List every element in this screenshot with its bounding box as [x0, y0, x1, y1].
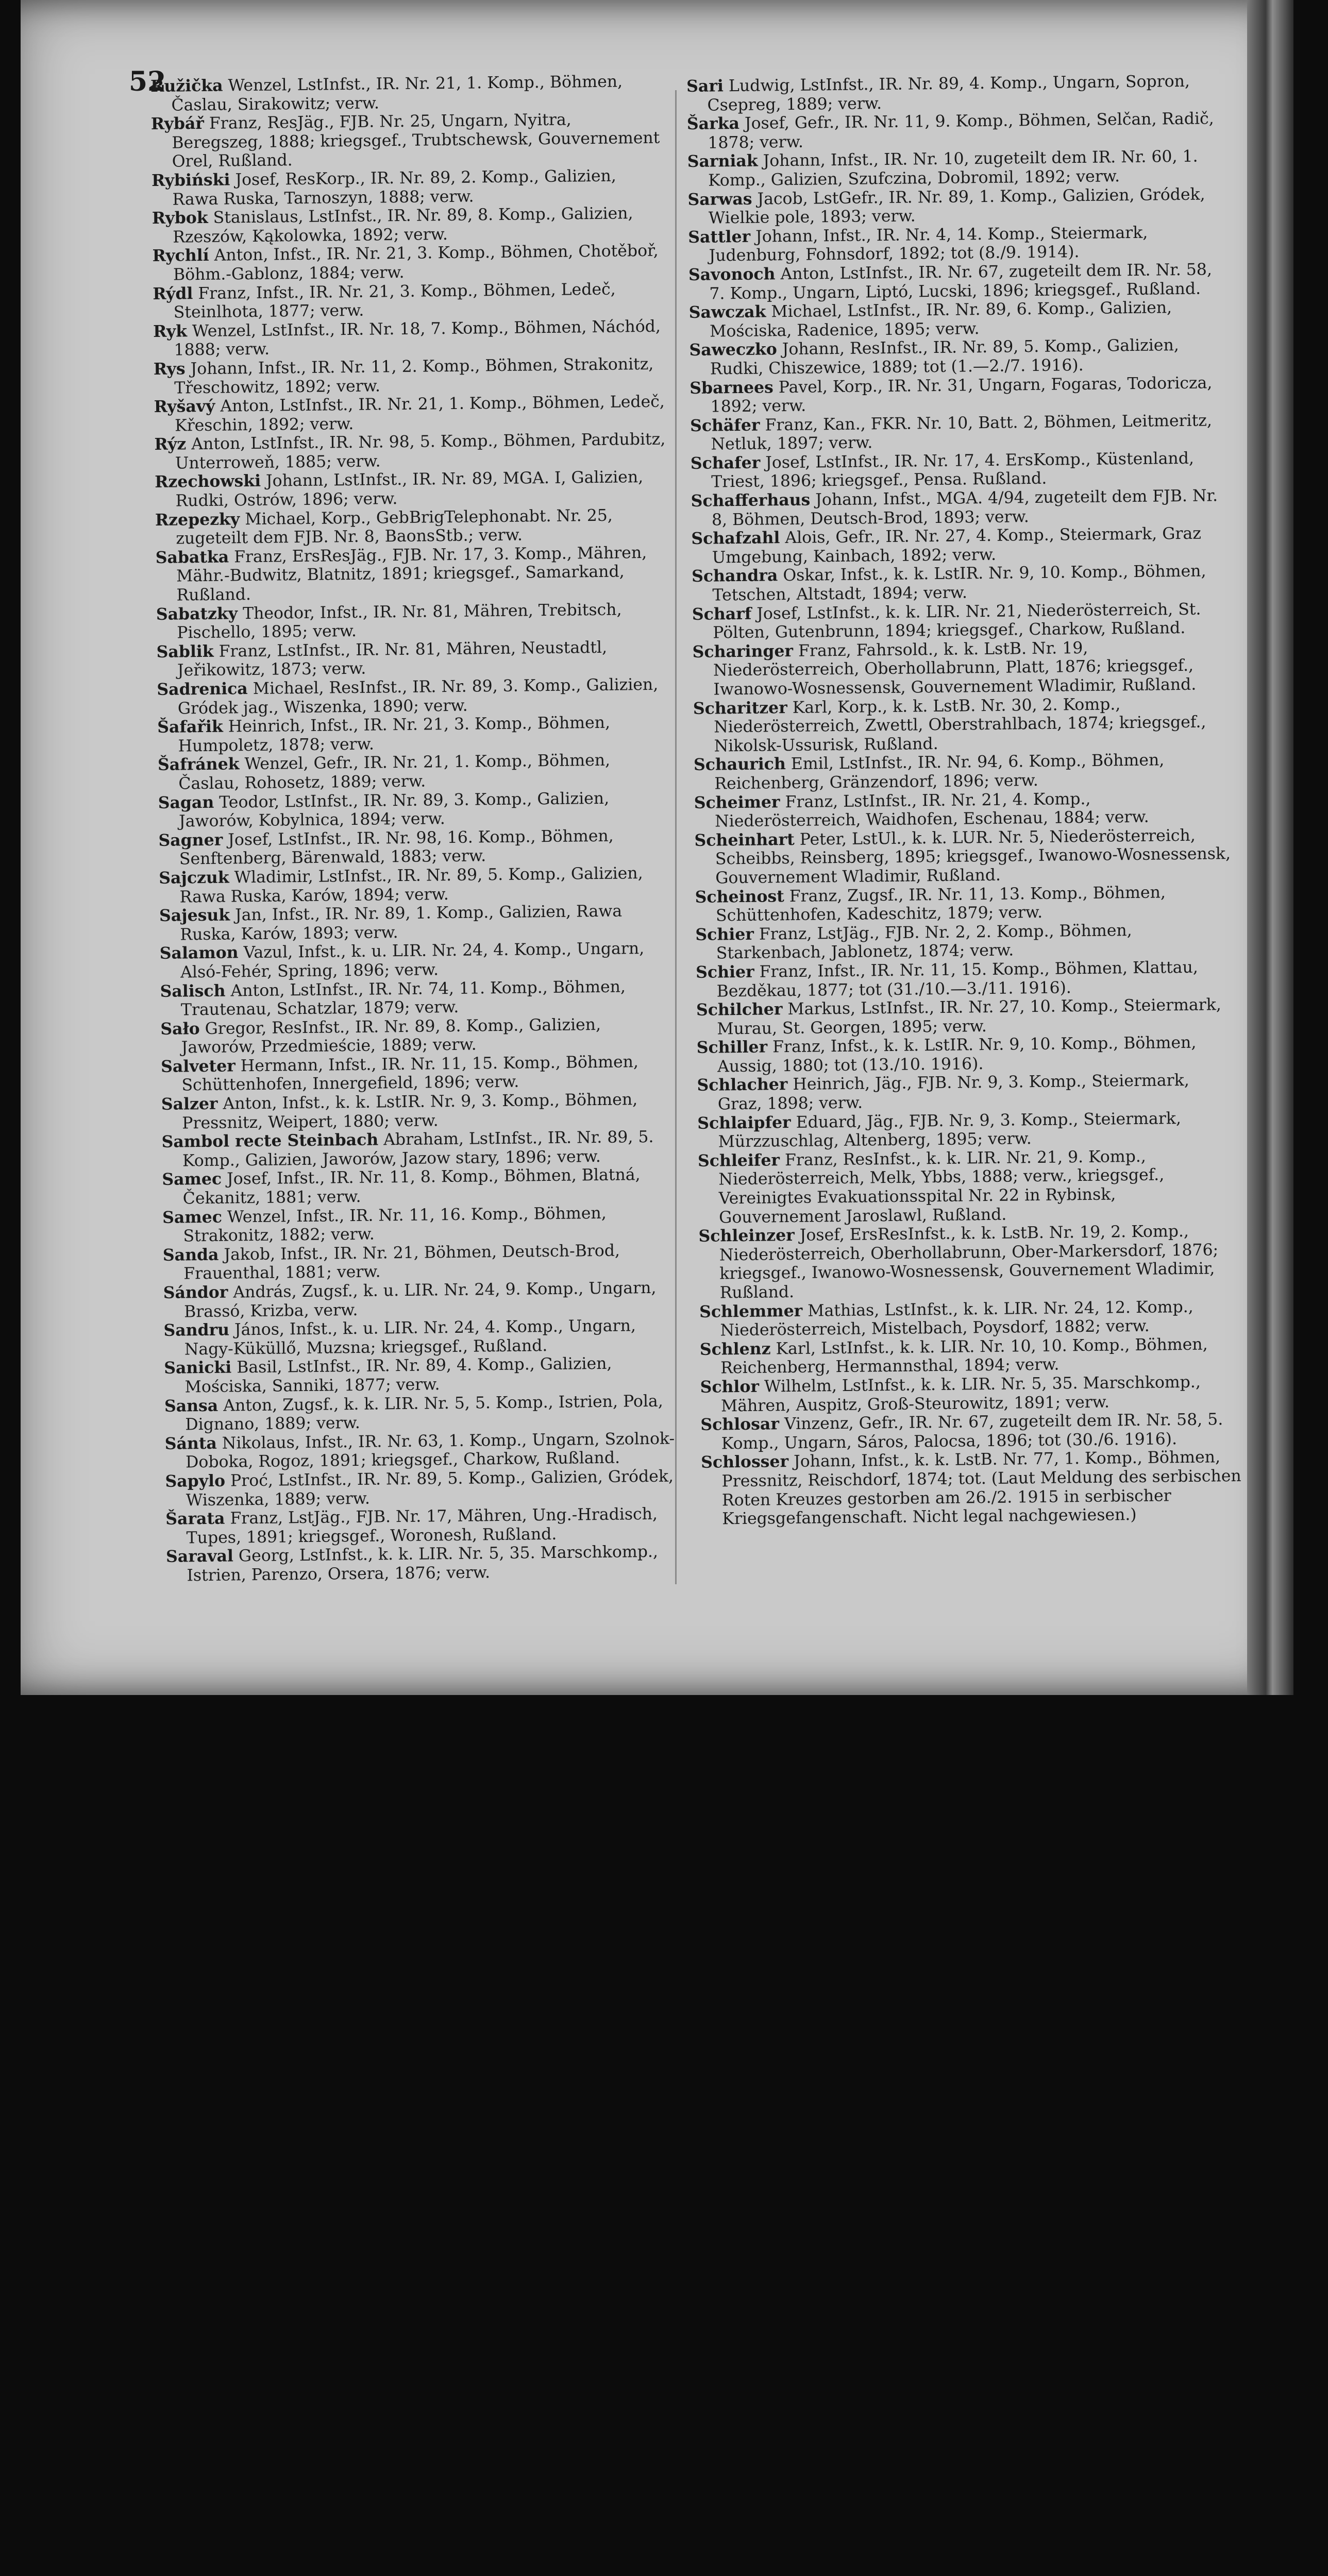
entry-details: Johann, Infst., IR. Nr. 10, zugeteilt dem IR. Nr. 60, 1. Komp., Galizien, Szufczina, Dobromil, 1892; verw.: [708, 147, 1198, 190]
register-entry: [692, 562, 1233, 605]
entry-surname: Ryšavý: [154, 396, 215, 417]
entry-details: Wenzel, Gefr., IR. Nr. 21, 1. Komp., Böhmen, Časlau, Rohosetz, 1889; verw.: [178, 751, 611, 793]
register-entry: [697, 1109, 1239, 1152]
entry-surname: Sattler: [688, 227, 751, 247]
entry-details: Eduard, Jäg., FJB. Nr. 9, 3. Komp., Steiermark, Mürzzuschlag, Altenberg, 1895; verw.: [718, 1109, 1182, 1151]
register-entry: [164, 1392, 680, 1435]
entry-surname: Saraval: [165, 1546, 234, 1567]
entry-surname: Scharf: [692, 604, 752, 624]
entry-details: Anton, Zugsf., k. k. LIR. Nr. 5, 5. Komp., Istrien, Pola, Dignano, 1889; verw.: [185, 1392, 663, 1434]
entry-surname: Schilcher: [696, 999, 783, 1020]
entry-surname: Ryk: [153, 321, 188, 341]
entry-details: Johann, Infst., IR. Nr. 11, 2. Komp., Böhmen, Strakonitz, Třeschowitz, 1892; verw.: [174, 354, 654, 398]
register-entry: [153, 317, 669, 360]
entry-surname: Salzer: [161, 1094, 218, 1114]
entry-details: Johann, Infst., MGA. 4/94, zugeteilt dem FJB. Nr. 8, Böhmen, Deutsch-Brod, 1893; verw.: [711, 486, 1218, 530]
entry-details: Franz, Zugsf., IR. Nr. 11, 13. Komp., Böhmen, Schüttenhofen, Kadeschitz, 1879; verw.: [715, 883, 1166, 925]
entry-surname: Rýz: [154, 434, 187, 454]
entry-details: Josef, LstInfst., IR. Nr. 17, 4. ErsKomp., Küstenland, Triest, 1896; kriegsgef., Pensa. Rußland.: [711, 449, 1195, 492]
entry-surname: Schlosser: [700, 1452, 789, 1472]
entry-surname: Sapylo: [165, 1471, 226, 1491]
entry-surname: Rybář: [150, 114, 205, 134]
register-entry: [151, 110, 667, 172]
entry-surname: Schlosar: [700, 1414, 780, 1435]
entry-surname: Sarwas: [687, 189, 752, 209]
register-entry: [152, 166, 667, 209]
register-entry: [163, 1316, 679, 1360]
entry-surname: Schleifer: [697, 1150, 780, 1171]
register-entry: [160, 977, 676, 1020]
register-entry: [694, 750, 1235, 793]
register-entry: [697, 1033, 1238, 1076]
register-entry: [164, 1354, 680, 1397]
register-entry: [160, 939, 676, 982]
register-entry: [161, 1128, 677, 1171]
register-entry: [155, 468, 670, 511]
register-entry: [692, 637, 1234, 700]
entry-details: Wladimir, LstInfst., IR. Nr. 89, 5. Komp., Galizien, Rawa Ruska, Karów, 1894; verw.: [179, 864, 643, 907]
entry-details: Nikolaus, Infst., IR. Nr. 63, 1. Komp., Ungarn, Szolnok-Doboka, Rogoz, 1891; kriegsgef., Charkow, Rußland.: [185, 1429, 675, 1472]
entry-surname: Schafer: [690, 453, 761, 473]
entry-details: Josef, Infst., IR. Nr. 11, 8. Komp., Böhmen, Blatná, Čekanitz, 1881; verw.: [182, 1165, 641, 1208]
register-entry: [696, 958, 1237, 1001]
entry-details: Proć, LstInfst., IR. Nr. 89, 5. Komp., Galizien, Gródek, Wiszenka, 1889; verw.: [186, 1467, 674, 1510]
register-entry: [161, 1090, 677, 1133]
register-entry: [160, 1014, 676, 1058]
entry-details: Franz, Kan., FKR. Nr. 10, Batt. 2, Böhmen, Leitmeritz, Netluk, 1897; verw.: [711, 411, 1213, 454]
entry-surname: Sabatka: [155, 547, 229, 567]
entry-details: Wenzel, Infst., IR. Nr. 11, 16. Komp., Böhmen, Strakonitz, 1882; verw.: [183, 1204, 607, 1246]
entry-surname: Sanda: [162, 1245, 219, 1265]
entry-details: Johann, Infst., IR. Nr. 4, 14. Komp., Steiermark, Judenburg, Fohnsdorf, 1892; tot (8./9. 1914).: [709, 223, 1148, 265]
register-entry: [688, 260, 1230, 303]
right-column: [686, 72, 1242, 1529]
register-entry: [689, 335, 1231, 379]
entry-details: Johann, LstInfst., IR. Nr. 89, MGA. I, Galizien, Rudki, Ostrów, 1896; verw.: [175, 468, 644, 511]
entry-surname: Sadrenica: [157, 679, 248, 699]
entry-details: Franz, Fahrsold., k. k. LstB. Nr. 19, Niederösterreich, Oberhollabrunn, Platt, 1876; kriegsgef., Iwanowo-Wosnessensk, Gouvernement Wladimir, Rußland.: [713, 638, 1197, 699]
register-entry: [156, 543, 671, 605]
entry-details: Wenzel, LstInfst., IR. Nr. 18, 7. Komp., Böhmen, Náchód, 1888; verw.: [174, 317, 661, 360]
scanned-page: [21, 0, 1293, 1695]
entry-details: Ludwig, LstInfst., IR. Nr. 89, 4. Komp., Ungarn, Sopron, Csepreg, 1889; verw.: [707, 72, 1190, 115]
register-entry: [686, 72, 1228, 115]
entry-details: Johann, ResInfst., IR. Nr. 89, 5. Komp., Galizien, Rudki, Chiszewice, 1889; tot (1.—2./7. 1916).: [710, 336, 1179, 379]
entry-surname: Sablik: [156, 641, 214, 662]
entry-details: Markus, LstInfst., IR. Nr. 27, 10. Komp., Steiermark, Murau, St. Georgen, 1895; verw.: [717, 995, 1222, 1039]
entry-details: Karl, LstInfst., k. k. LIR. Nr. 10, 10. Komp., Böhmen, Reichenberg, Hermannsthal, 1894; verw.: [720, 1335, 1208, 1378]
register-entry: [155, 505, 671, 549]
entry-surname: Scheimer: [694, 792, 780, 812]
entry-surname: Sagner: [158, 830, 223, 850]
entry-surname: Sajczuk: [159, 868, 229, 888]
entry-surname: Rýdl: [153, 283, 193, 303]
entry-surname: Salisch: [160, 981, 226, 1001]
entry-surname: Scheinhart: [694, 829, 795, 850]
entry-details: Josef, Gefr., IR. Nr. 11, 9. Komp., Böhmen, Selčan, Radič, 1878; verw.: [708, 109, 1214, 152]
entry-details: Gregor, ResInfst., IR. Nr. 89, 8. Komp., Galizien, Jaworów, Przedmieście, 1889; verw.: [181, 1015, 601, 1057]
register-entry: [694, 788, 1236, 831]
register-entry: [691, 524, 1233, 567]
entry-surname: Sari: [686, 76, 724, 96]
viewer-footer: [0, 1695, 1328, 1808]
entry-surname: Schlemmer: [699, 1301, 803, 1321]
register-entry: [158, 751, 674, 794]
entry-surname: Sagan: [158, 792, 214, 812]
entry-surname: Scharinger: [692, 641, 794, 662]
register-entry: [697, 1071, 1238, 1114]
entry-surname: Schafzahl: [691, 528, 780, 549]
register-entry: [698, 1222, 1240, 1302]
entry-surname: Sarniak: [687, 151, 758, 172]
entry-surname: Samec: [162, 1170, 222, 1190]
entry-details: Anton, LstInfst., IR. Nr. 21, 1. Komp., Böhmen, Ledeč, Křeschin, 1892; verw.: [174, 392, 665, 435]
book-spine: [1247, 0, 1293, 1695]
register-entry: [156, 637, 672, 681]
register-entry: [154, 354, 669, 398]
register-entry: [154, 393, 670, 436]
entry-surname: Rybok: [152, 208, 208, 228]
register-entry: [690, 411, 1232, 454]
entry-details: Jakob, Infst., IR. Nr. 21, Böhmen, Deutsch-Brod, Frauenthal, 1881; verw.: [183, 1241, 620, 1283]
entry-details: Emil, LstInfst., IR. Nr. 94, 6. Komp., Böhmen, Reichenberg, Gränzendorf, 1896; verw.: [714, 751, 1165, 793]
register-entry: [162, 1203, 678, 1246]
register-entry: [158, 826, 674, 869]
entry-surname: Schafferhaus: [691, 490, 811, 511]
entry-details: Franz, LstInfst., IR. Nr. 21, 4. Komp., Niederösterreich, Waidhofen, Eschenau, 1884; verw.: [714, 789, 1149, 831]
left-column: [150, 72, 682, 1586]
entry-surname: Rys: [153, 359, 186, 379]
entry-details: Johann, Infst., k. k. LstB. Nr. 77, 1. Komp., Böhmen, Pressnitz, Reischdorf, 1874; tot. (Laut Meldung des serbischen Roten Kreuzes gestorben am 26./2. 1915 in serbischer Kriegsgefangenschaft. Nicht legal nachgewiesen.): [721, 1448, 1241, 1529]
register-entry: [700, 1372, 1241, 1416]
entry-surname: Sambol recte Steinbach: [161, 1130, 379, 1152]
register-entry: [692, 600, 1234, 643]
entry-details: Vazul, Infst., k. u. LIR. Nr. 24, 4. Komp., Ungarn, Alsó-Fehér, Spring, 1896; verw.: [180, 939, 645, 982]
entry-details: Anton, LstInfst., IR. Nr. 67, zugeteilt dem IR. Nr. 58, 7. Komp., Ungarn, Liptó, Lucski, 1896; kriegsgef., Rußland.: [709, 260, 1213, 303]
entry-details: Josef, ResKorp., IR. Nr. 89, 2. Komp., Galizien, Rawa Ruska, Tarnoszyn, 1888; verw.: [172, 166, 616, 209]
register-entry: [165, 1467, 681, 1510]
register-entry: [691, 486, 1232, 530]
column-divider: [675, 90, 677, 1584]
entry-surname: Šafránek: [157, 754, 240, 775]
entry-surname: Scheinost: [695, 886, 784, 907]
entry-surname: Rychlí: [152, 246, 209, 266]
register-entry: [162, 1165, 678, 1209]
entry-surname: Sanicki: [164, 1358, 232, 1378]
register-entry: [687, 109, 1229, 152]
register-entry: [159, 902, 675, 945]
register-entry: [154, 430, 670, 473]
entry-surname: Schlor: [700, 1377, 760, 1397]
register-entry: [156, 600, 672, 643]
entry-surname: Šarka: [686, 114, 740, 134]
entry-details: Franz, ErsResJäg., FJB. Nr. 17, 3. Komp., Mähren, Mähr.-Budwitz, Blatnitz, 1891; kriegsgef., Samarkand, Rußland.: [176, 543, 647, 605]
entry-surname: Salamon: [159, 943, 239, 963]
register-entry: [687, 185, 1229, 228]
register-entry: [701, 1448, 1242, 1529]
entry-details: Teodor, LstInfst., IR. Nr. 89, 3. Komp., Galizien, Jaworów, Kobylnica, 1894; verw.: [178, 789, 610, 831]
entry-surname: Rzepezky: [155, 509, 240, 530]
entry-surname: Schiller: [696, 1037, 768, 1058]
register-entry: [699, 1297, 1241, 1340]
register-entry: [700, 1410, 1242, 1453]
register-entry: [696, 995, 1238, 1039]
entry-surname: Schaurich: [693, 754, 786, 775]
register-entry: [159, 863, 675, 907]
entry-surname: Saweczko: [689, 340, 777, 360]
entry-details: Michael, ResInfst., IR. Nr. 89, 3. Komp., Galizien, Gródek jag., Wiszenka, 1890; verw.: [177, 675, 659, 718]
entry-details: Josef, LstInfst., IR. Nr. 98, 16. Komp., Böhmen, Senftenberg, Bärenwald, 1883; verw.: [179, 826, 614, 869]
entry-details: Stanislaus, LstInfst., IR. Nr. 89, 8. Komp., Galizien, Rzeszów, Kąkolowka, 1892; verw.: [173, 204, 633, 247]
entry-surname: Schier: [695, 924, 754, 944]
entry-details: Franz, LstInfst., IR. Nr. 81, Mähren, Neustadtl, Jeřikowitz, 1873; verw.: [177, 638, 608, 680]
entry-surname: Savonoch: [688, 264, 776, 284]
entry-details: Georg, LstInfst., k. k. LIR. Nr. 5, 35. Marschkomp., Istrien, Parenzo, Orsera, 1876; verw.: [187, 1543, 659, 1585]
entry-details: Karl, Korp., k. k. LstB. Nr. 30, 2. Komp., Niederösterreich, Zwettl, Oberstrahlbach, 1874; kriegsgef., Nikolsk-Ussurisk, Rußland.: [714, 694, 1206, 756]
entry-details: Franz, LstJäg., FJB. Nr. 2, 2. Komp., Böhmen, Starkenbach, Jablonetz, 1874; verw.: [716, 921, 1132, 963]
register-entry: [163, 1278, 679, 1321]
entry-surname: Šafařik: [157, 717, 223, 737]
entry-surname: Salveter: [160, 1056, 236, 1076]
page-number: 52: [129, 66, 166, 97]
entry-surname: Sbarnees: [690, 377, 774, 398]
entry-details: János, Infst., k. u. LIR. Nr. 24, 4. Komp., Ungarn, Nagy-Küküllő, Muzsna; kriegsgef., Rußland.: [184, 1316, 636, 1359]
entry-details: András, Zugsf., k. u. LIR. Nr. 24, 9. Komp., Ungarn, Brassó, Krizba, verw.: [183, 1278, 657, 1321]
entry-details: Franz, ResJäg., FJB. Nr. 25, Ungarn, Nyitra, Beregszeg, 1888; kriegsgef., Trubtschewsk, Gouvernement Orel, Rußland.: [172, 110, 660, 171]
entry-surname: Sandru: [163, 1320, 230, 1341]
entry-surname: Sało: [160, 1019, 200, 1039]
entry-details: Michael, LstInfst., IR. Nr. 89, 6. Komp., Galizien, Mościska, Radenice, 1895; verw.: [709, 298, 1172, 341]
register-entry: [166, 1543, 682, 1586]
entry-details: Abraham, LstInfst., IR. Nr. 89, 5. Komp., Galizien, Jaworów, Jazow stary, 1896; verw.: [182, 1128, 654, 1171]
entry-surname: Schier: [696, 962, 754, 982]
entry-details: Franz, Infst., IR. Nr. 21, 3. Komp., Böhmen, Ledeč, Steinlhota, 1877; verw.: [173, 280, 616, 322]
entry-details: Wenzel, LstInfst., IR. Nr. 21, 1. Komp., Böhmen, Časlau, Sirakowitz; verw.: [171, 72, 623, 115]
register-entry: [165, 1505, 681, 1548]
register-entry: [157, 675, 673, 718]
entry-details: Theodor, Infst., IR. Nr. 81, Mähren, Trebitsch, Pischello, 1895; verw.: [177, 600, 622, 642]
entry-surname: Schäfer: [690, 415, 760, 435]
entry-surname: Schlacher: [697, 1075, 788, 1095]
register-entry: [150, 72, 666, 115]
entry-surname: Samec: [162, 1207, 223, 1227]
entry-surname: Sansa: [164, 1396, 218, 1416]
register-entry: [165, 1429, 681, 1472]
entry-details: Josef, ErsResInfst., k. k. LstB. Nr. 19, 2. Komp., Niederösterreich, Oberhollabrunn, Ober-Markersdorf, 1876; kriegsgef., Iwanowo-Wosnessensk, Gouvernement Wladimir, Rußland.: [719, 1222, 1219, 1302]
register-entry: [690, 373, 1231, 416]
entry-details: Heinrich, Infst., IR. Nr. 21, 3. Komp., Böhmen, Humpoletz, 1878; verw.: [178, 713, 611, 756]
register-entry: [700, 1335, 1241, 1378]
entry-details: Jacob, LstGefr., IR. Nr. 89, 1. Komp., Galizien, Gródek, Wielkie pole, 1893; verw.: [708, 185, 1205, 228]
register-entry: [163, 1241, 679, 1284]
register-entry: [157, 713, 673, 756]
entry-surname: Šarata: [165, 1509, 225, 1529]
entry-surname: Rzechowski: [155, 471, 261, 492]
entry-surname: Schandra: [691, 566, 778, 586]
register-entry: [695, 920, 1237, 963]
entry-surname: Schleinzer: [698, 1226, 795, 1246]
register-entry: [695, 882, 1236, 925]
register-entry: [691, 449, 1232, 492]
register-entry: [161, 1052, 677, 1095]
entry-surname: Sawczak: [688, 302, 766, 323]
entry-surname: Schlenz: [699, 1339, 771, 1359]
entry-details: Anton, Infst., IR. Nr. 21, 3. Komp., Böhmen, Chotěboř, Böhm.-Gablonz, 1884; verw.: [173, 242, 659, 284]
entry-surname: Rybiński: [151, 170, 230, 190]
entry-details: Heinrich, Jäg., FJB. Nr. 9, 3. Komp., Steiermark, Graz, 1898; verw.: [717, 1071, 1189, 1114]
entry-details: Anton, Infst., k. k. LstIR. Nr. 9, 3. Komp., Böhmen, Pressnitz, Weipert, 1880; verw.: [182, 1090, 638, 1133]
entry-surname: Sabatzky: [156, 603, 238, 624]
entry-details: Franz, Infst., k. k. LstIR. Nr. 9, 10. Komp., Böhmen, Aussig, 1880; tot (13./10. 1916).: [717, 1033, 1197, 1076]
entry-surname: Scharitzer: [693, 698, 787, 718]
entry-surname: Sajesuk: [159, 905, 230, 926]
entry-surname: Ružička: [150, 76, 223, 96]
entry-details: Vinzenz, Gefr., IR. Nr. 67, zugeteilt dem IR. Nr. 58, 5. Komp., Ungarn, Sáros, Palocsa, 1896; tot (30./6. 1916).: [721, 1410, 1223, 1453]
register-entry: [689, 298, 1231, 341]
entry-details: Jan, Infst., IR. Nr. 89, 1. Komp., Galizien, Rawa Ruska, Karów, 1893; verw.: [180, 902, 623, 944]
entry-details: Josef, LstInfst., k. k. LIR. Nr. 21, Niederösterreich, St. Pölten, Gutenbrunn, 1894; kriegsgef., Charkow, Rußland.: [713, 600, 1201, 642]
register-entry: [687, 147, 1229, 190]
entry-details: Wilhelm, LstInfst., k. k. LIR. Nr. 5, 35. Marschkomp., Mähren, Auspitz, Groß-Steurowitz, 1891; verw.: [720, 1372, 1201, 1416]
entry-details: Basil, LstInfst., IR. Nr. 89, 4. Komp., Galizien, Mościska, Sanniki, 1877; verw.: [184, 1354, 612, 1397]
entry-surname: Sándor: [163, 1282, 228, 1302]
entry-details: Franz, LstJäg., FJB. Nr. 17, Mähren, Ung.-Hradisch, Tupes, 1891; kriegsgef., Woronesh, Rußland.: [186, 1504, 658, 1548]
entry-details: Peter, LstUl., k. k. LUR. Nr. 5, Niederösterreich, Scheibbs, Reinsberg, 1895; kriegsgef., Iwanowo-Wosnessensk, Gouvernement Wladimir, Rußland.: [715, 826, 1231, 888]
entry-surname: Sánta: [164, 1433, 217, 1453]
register-entry: [698, 1146, 1239, 1227]
entry-details: Mathias, LstInfst., k. k. LIR. Nr. 24, 12. Komp., Niederösterreich, Mistelbach, Poysdorf, 1882; verw.: [720, 1297, 1193, 1340]
register-entry: [688, 223, 1230, 266]
register-entry: [694, 826, 1236, 888]
entry-details: Michael, Korp., GebBrigTelephonabt. Nr. 25, zugeteilt dem FJB. Nr. 8, BaonsStb.; verw.: [176, 506, 613, 548]
register-entry: [153, 279, 668, 323]
entry-details: Franz, ResInfst., k. k. LIR. Nr. 21, 9. Komp., Niederösterreich, Melk, Ybbs, 1888; verw., kriegsgef., Vereinigtes Evakuationsspital Nr. 22 in Rybinsk, Gouvernement Jaroslawl, Rußland.: [718, 1147, 1165, 1227]
register-entry: [152, 204, 668, 247]
entry-details: Pavel, Korp., IR. Nr. 31, Ungarn, Fogaras, Todoricza, 1892; verw.: [710, 373, 1213, 416]
entry-details: Alois, Gefr., IR. Nr. 27, 4. Komp., Steiermark, Graz Umgebung, Kainbach, 1892; verw.: [712, 524, 1202, 567]
entry-details: Hermann, Infst., IR. Nr. 11, 15. Komp., Böhmen, Schüttenhofen, Innergefield, 1896; verw.: [181, 1053, 639, 1095]
register-entry: [158, 788, 674, 832]
register-entry: [693, 694, 1235, 756]
register-entry: [152, 242, 668, 285]
entry-details: Franz, Infst., IR. Nr. 11, 15. Komp., Böhmen, Klattau, Bezděkau, 1877; tot (31./10.—3./11. 1916).: [716, 958, 1198, 1001]
entry-details: Anton, LstInfst., IR. Nr. 74, 11. Komp., Böhmen, Trautenau, Schatzlar, 1879; verw.: [180, 977, 626, 1020]
entry-surname: Schlaipfer: [697, 1112, 791, 1133]
entry-details: Oskar, Infst., k. k. LstIR. Nr. 9, 10. Komp., Böhmen, Tetschen, Altstadt, 1894; verw.: [712, 562, 1206, 605]
entry-details: Anton, LstInfst., IR. Nr. 98, 5. Komp., Böhmen, Pardubitz, Unterroweň, 1885; verw.: [175, 430, 666, 473]
